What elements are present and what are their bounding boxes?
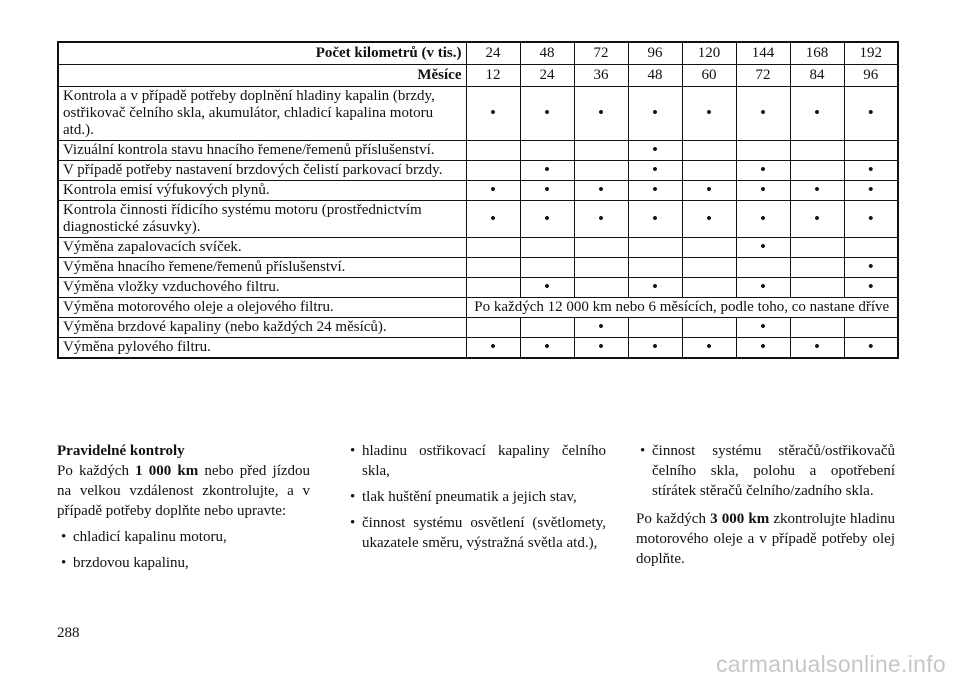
- empty-cell: [520, 258, 574, 278]
- service-item-label: Kontrola emisí výfukových plynů.: [58, 181, 466, 201]
- service-due-dot: •: [574, 201, 628, 238]
- empty-cell: [790, 161, 844, 181]
- empty-cell: [520, 318, 574, 338]
- empty-cell: [790, 318, 844, 338]
- empty-cell: [574, 161, 628, 181]
- empty-cell: [628, 318, 682, 338]
- table-row: [58, 87, 898, 141]
- km-value: 24: [466, 42, 520, 65]
- watermark: carmanualsonline.info: [715, 651, 946, 677]
- empty-cell: [682, 238, 736, 258]
- bullet-item: • brzdovou kapalinu,: [57, 553, 310, 573]
- km-value: 120: [682, 42, 736, 65]
- empty-cell: [466, 278, 520, 298]
- empty-cell: [682, 258, 736, 278]
- service-due-dot: •: [736, 87, 790, 141]
- service-due-dot: •: [574, 87, 628, 141]
- bullet-item: • chladicí kapalinu motoru,: [57, 527, 310, 547]
- service-due-dot: •: [844, 161, 898, 181]
- column-regular-checks: [57, 441, 310, 573]
- table-row: [58, 201, 898, 238]
- service-due-dot: •: [574, 181, 628, 201]
- month-value: 24: [520, 65, 574, 87]
- service-due-dot: •: [628, 161, 682, 181]
- service-item-label: V případě potřeby nastavení brzdových čelistí parkovací brzdy.: [58, 161, 466, 181]
- table-row: [58, 161, 898, 181]
- intro-prefix: Po každých: [57, 463, 129, 479]
- table-body: [58, 42, 898, 358]
- service-due-dot: •: [682, 201, 736, 238]
- service-due-dot: •: [520, 338, 574, 359]
- service-due-dot: •: [844, 181, 898, 201]
- service-due-dot: •: [628, 141, 682, 161]
- empty-cell: [574, 278, 628, 298]
- month-value: 36: [574, 65, 628, 87]
- oil-check-paragraph: [636, 509, 895, 569]
- month-value: 60: [682, 65, 736, 87]
- para-distance: 3 000 km: [710, 511, 770, 527]
- service-due-dot: •: [844, 87, 898, 141]
- service-due-dot: •: [466, 181, 520, 201]
- empty-cell: [520, 141, 574, 161]
- service-due-dot: •: [736, 238, 790, 258]
- empty-cell: [466, 318, 520, 338]
- section-title: Pravidelné kontroly: [57, 443, 185, 459]
- service-due-dot: •: [844, 201, 898, 238]
- table-row: [58, 278, 898, 298]
- service-item-label: Výměna zapalovacích svíček.: [58, 238, 466, 258]
- service-due-dot: •: [790, 338, 844, 359]
- service-item-label: Výměna vložky vzduchového filtru.: [58, 278, 466, 298]
- empty-cell: [844, 141, 898, 161]
- bullet-item: • činnost systému stěračů/ostřikovačů čelního skla, polohu a opotřebení stírátek stěračů čelního/zadního skla.: [636, 441, 895, 501]
- service-due-dot: •: [574, 318, 628, 338]
- empty-cell: [682, 141, 736, 161]
- intro-paragraph: [57, 461, 310, 521]
- service-due-dot: •: [682, 181, 736, 201]
- service-due-dot: •: [736, 161, 790, 181]
- month-value: 96: [844, 65, 898, 87]
- months-header-row: [58, 65, 898, 87]
- empty-cell: [574, 258, 628, 278]
- maintenance-schedule-table: [57, 41, 899, 359]
- service-due-dot: •: [520, 161, 574, 181]
- service-due-dot: •: [520, 87, 574, 141]
- km-value: 72: [574, 42, 628, 65]
- table-row: [58, 338, 898, 359]
- service-due-dot: •: [844, 278, 898, 298]
- service-due-dot: •: [466, 338, 520, 359]
- empty-cell: [682, 318, 736, 338]
- table-row: [58, 258, 898, 278]
- service-item-label: Kontrola a v případě potřeby doplnění hladiny kapalin (brzdy, ostřikovač čelního skla, akumulátor, chladicí kapalina motoru atd.).: [58, 87, 466, 141]
- empty-cell: [844, 318, 898, 338]
- service-due-dot: •: [628, 181, 682, 201]
- empty-cell: [736, 258, 790, 278]
- empty-cell: [790, 258, 844, 278]
- service-due-dot: •: [628, 338, 682, 359]
- empty-cell: [520, 238, 574, 258]
- km-value: 96: [628, 42, 682, 65]
- bullet-item: • hladinu ostřikovací kapaliny čelního skla,: [346, 441, 606, 481]
- interval-note: Po každých 12 000 km nebo 6 měsících, podle toho, co nastane dříve: [466, 298, 898, 318]
- service-due-dot: •: [736, 201, 790, 238]
- service-due-dot: •: [574, 338, 628, 359]
- table-row: [58, 298, 898, 318]
- empty-cell: [682, 161, 736, 181]
- km-header-label: Počet kilometrů (v tis.): [58, 42, 466, 65]
- intro-distance: 1 000 km: [135, 463, 199, 479]
- service-due-dot: •: [844, 338, 898, 359]
- table-row: [58, 181, 898, 201]
- empty-cell: [628, 238, 682, 258]
- service-due-dot: •: [628, 87, 682, 141]
- empty-cell: [790, 278, 844, 298]
- empty-cell: [574, 141, 628, 161]
- service-due-dot: •: [520, 201, 574, 238]
- service-due-dot: •: [682, 338, 736, 359]
- empty-cell: [466, 238, 520, 258]
- km-header-row: [58, 42, 898, 65]
- bullet-item: • činnost systému osvětlení (světlomety, ukazatele směru, výstražná světla atd.),: [346, 513, 606, 553]
- service-due-dot: •: [736, 338, 790, 359]
- empty-cell: [736, 141, 790, 161]
- service-item-label: Výměna brzdové kapaliny (nebo každých 24 měsíců).: [58, 318, 466, 338]
- service-due-dot: •: [844, 258, 898, 278]
- para-suffix: zkontrolujte hladinu motorového oleje a v případě potřeby olej doplňte.: [636, 511, 895, 567]
- service-due-dot: •: [520, 181, 574, 201]
- service-due-dot: •: [520, 278, 574, 298]
- empty-cell: [466, 258, 520, 278]
- empty-cell: [466, 141, 520, 161]
- service-due-dot: •: [736, 181, 790, 201]
- month-value: 84: [790, 65, 844, 87]
- empty-cell: [574, 238, 628, 258]
- column-checks-final: [636, 441, 895, 569]
- service-due-dot: •: [790, 201, 844, 238]
- intro-suffix: nebo před jízdou na velkou vzdálenost zkontrolujte, a v případě potřeby doplňte nebo upravte:: [57, 463, 311, 519]
- service-item-label: Kontrola činnosti řídicího systému motoru (prostřednictvím diagnostické zásuvky).: [58, 201, 466, 238]
- empty-cell: [844, 238, 898, 258]
- column-checks-continued: [346, 441, 606, 553]
- service-item-label: Výměna pylového filtru.: [58, 338, 466, 359]
- month-value: 48: [628, 65, 682, 87]
- page-number: 288: [57, 625, 80, 641]
- service-due-dot: •: [466, 201, 520, 238]
- empty-cell: [682, 278, 736, 298]
- km-value: 144: [736, 42, 790, 65]
- month-value: 72: [736, 65, 790, 87]
- months-header-label: Měsíce: [58, 65, 466, 87]
- service-due-dot: •: [790, 181, 844, 201]
- table-row: [58, 141, 898, 161]
- service-due-dot: •: [466, 87, 520, 141]
- service-item-label: Výměna hnacího řemene/řemenů příslušenství.: [58, 258, 466, 278]
- service-due-dot: •: [736, 278, 790, 298]
- service-item-label: Vizuální kontrola stavu hnacího řemene/řemenů příslušenství.: [58, 141, 466, 161]
- para-prefix: Po každých: [636, 511, 706, 527]
- service-due-dot: •: [628, 201, 682, 238]
- service-due-dot: •: [736, 318, 790, 338]
- empty-cell: [466, 161, 520, 181]
- km-value: 192: [844, 42, 898, 65]
- empty-cell: [790, 238, 844, 258]
- service-item-label: Výměna motorového oleje a olejového filtru.: [58, 298, 466, 318]
- km-value: 48: [520, 42, 574, 65]
- bullet-item: • tlak huštění pneumatik a jejich stav,: [346, 487, 606, 507]
- service-due-dot: •: [790, 87, 844, 141]
- empty-cell: [790, 141, 844, 161]
- km-value: 168: [790, 42, 844, 65]
- month-value: 12: [466, 65, 520, 87]
- empty-cell: [628, 258, 682, 278]
- table-row: [58, 238, 898, 258]
- service-due-dot: •: [628, 278, 682, 298]
- table-row: [58, 318, 898, 338]
- service-due-dot: •: [682, 87, 736, 141]
